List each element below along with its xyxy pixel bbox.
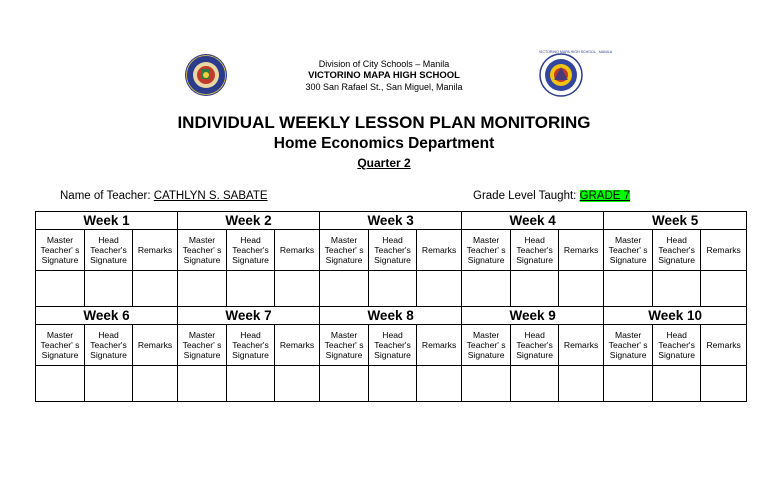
week-header-row xyxy=(36,212,747,230)
remarks-cell[interactable] xyxy=(133,271,178,307)
remarks-cell[interactable] xyxy=(559,366,604,402)
sub-header-row xyxy=(36,325,747,366)
signature-cell[interactable] xyxy=(227,271,275,307)
left-seal-text: DIVISION OF CITY SCHOOLS · MANILA xyxy=(184,49,258,54)
signature-cell[interactable] xyxy=(36,271,85,307)
head-teacher-signature-header: Head Teacher's Signature xyxy=(369,325,417,366)
signature-cell[interactable] xyxy=(85,271,133,307)
master-teacher-signature-header: Master Teacher' s Signature xyxy=(320,230,369,271)
week-header: Week 9 xyxy=(462,307,604,325)
remarks-cell[interactable] xyxy=(133,366,178,402)
signature-cell[interactable] xyxy=(462,366,511,402)
week-header: Week 1 xyxy=(36,212,178,230)
master-teacher-signature-header: Master Teacher' s Signature xyxy=(604,230,653,271)
signature-cell[interactable] xyxy=(178,271,227,307)
signature-cell[interactable] xyxy=(462,271,511,307)
master-teacher-signature-header: Master Teacher' s Signature xyxy=(36,230,85,271)
head-teacher-signature-header: Head Teacher's Signature xyxy=(85,230,133,271)
signature-cell[interactable] xyxy=(604,271,653,307)
signature-cell[interactable] xyxy=(604,366,653,402)
signature-entry-row xyxy=(36,271,747,307)
signature-cell[interactable] xyxy=(511,271,559,307)
master-teacher-signature-header: Master Teacher' s Signature xyxy=(320,325,369,366)
remarks-header: Remarks xyxy=(417,230,462,271)
master-teacher-signature-header: Master Teacher' s Signature xyxy=(178,325,227,366)
head-teacher-signature-header: Head Teacher's Signature xyxy=(227,325,275,366)
week-header: Week 5 xyxy=(604,212,747,230)
week-header-row xyxy=(36,307,747,325)
remarks-cell[interactable] xyxy=(701,271,747,307)
remarks-header: Remarks xyxy=(417,325,462,366)
signature-cell[interactable] xyxy=(85,366,133,402)
signature-cell[interactable] xyxy=(511,366,559,402)
head-teacher-signature-header: Head Teacher's Signature xyxy=(369,230,417,271)
grade-level-value: GRADE 7 xyxy=(579,190,631,202)
remarks-header: Remarks xyxy=(133,230,178,271)
school-name: VICTORINO MAPA HIGH SCHOOL xyxy=(308,70,460,81)
remarks-cell[interactable] xyxy=(275,271,320,307)
head-teacher-signature-header: Head Teacher's Signature xyxy=(227,230,275,271)
head-teacher-signature-header: Head Teacher's Signature xyxy=(85,325,133,366)
remarks-header: Remarks xyxy=(133,325,178,366)
grade-level-label: Grade Level Taught: xyxy=(473,190,577,202)
master-teacher-signature-header: Master Teacher' s Signature xyxy=(36,325,85,366)
master-teacher-signature-header: Master Teacher' s Signature xyxy=(604,325,653,366)
week-header: Week 6 xyxy=(36,307,178,325)
teacher-name-label: Name of Teacher: xyxy=(60,190,151,202)
remarks-cell[interactable] xyxy=(701,366,747,402)
head-teacher-signature-header: Head Teacher's Signature xyxy=(511,325,559,366)
sub-header-row xyxy=(36,230,747,271)
signature-cell[interactable] xyxy=(653,366,701,402)
grade-level-field xyxy=(473,190,630,202)
signature-cell[interactable] xyxy=(369,271,417,307)
lesson-plan-monitoring-table xyxy=(35,211,747,402)
signature-cell[interactable] xyxy=(36,366,85,402)
remarks-cell[interactable] xyxy=(559,271,604,307)
master-teacher-signature-header: Master Teacher' s Signature xyxy=(178,230,227,271)
remarks-cell[interactable] xyxy=(417,366,462,402)
signature-cell[interactable] xyxy=(227,366,275,402)
remarks-cell[interactable] xyxy=(275,366,320,402)
head-teacher-signature-header: Head Teacher's Signature xyxy=(511,230,559,271)
division-name: Division of City Schools – Manila xyxy=(318,59,450,69)
teacher-name-value: CATHLYN S. SABATE xyxy=(153,190,268,202)
signature-entry-row xyxy=(36,366,747,402)
remarks-header: Remarks xyxy=(701,325,747,366)
signature-cell[interactable] xyxy=(320,366,369,402)
week-header: Week 3 xyxy=(320,212,462,230)
remarks-header: Remarks xyxy=(275,325,320,366)
remarks-header: Remarks xyxy=(275,230,320,271)
week-header: Week 4 xyxy=(462,212,604,230)
remarks-header: Remarks xyxy=(559,325,604,366)
remarks-header: Remarks xyxy=(701,230,747,271)
week-header: Week 2 xyxy=(178,212,320,230)
master-teacher-signature-header: Master Teacher' s Signature xyxy=(462,230,511,271)
signature-cell[interactable] xyxy=(178,366,227,402)
teacher-name-field xyxy=(60,190,268,202)
week-header: Week 8 xyxy=(320,307,462,325)
remarks-header: Remarks xyxy=(559,230,604,271)
master-teacher-signature-header: Master Teacher' s Signature xyxy=(462,325,511,366)
school-address: 300 San Rafael St., San Miguel, Manila xyxy=(305,82,463,92)
signature-cell[interactable] xyxy=(653,271,701,307)
signature-cell[interactable] xyxy=(369,366,417,402)
signature-cell[interactable] xyxy=(320,271,369,307)
week-header: Week 7 xyxy=(178,307,320,325)
remarks-cell[interactable] xyxy=(417,271,462,307)
right-seal-text: VICTORINO MAPA HIGH SCHOOL · MANILA xyxy=(539,50,613,54)
department-title: Home Economics Department xyxy=(273,135,495,152)
head-teacher-signature-header: Head Teacher's Signature xyxy=(653,230,701,271)
quarter-label: Quarter 2 xyxy=(357,156,411,170)
week-header: Week 10 xyxy=(604,307,747,325)
page-title: INDIVIDUAL WEEKLY LESSON PLAN MONITORING xyxy=(177,113,591,132)
head-teacher-signature-header: Head Teacher's Signature xyxy=(653,325,701,366)
